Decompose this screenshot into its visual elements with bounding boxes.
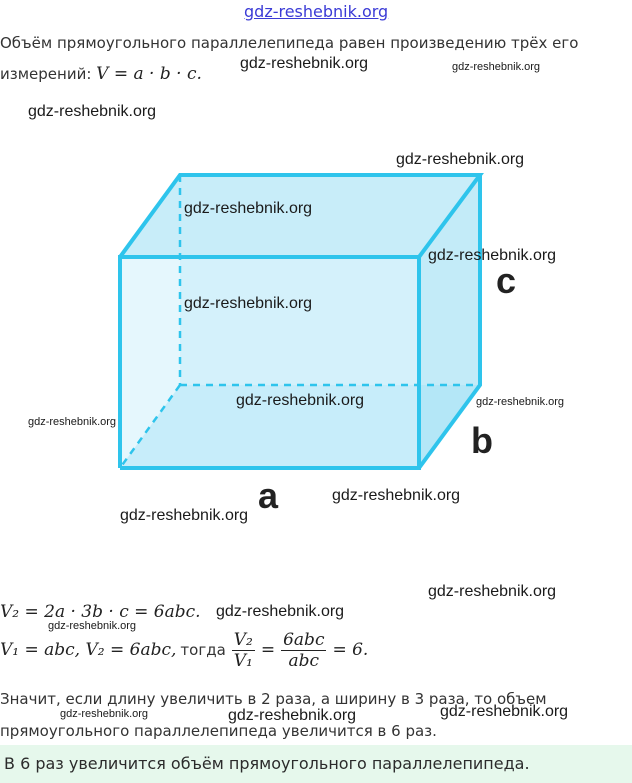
conclusion-line-2: прямоугольного параллелепипеда увеличится в 6 раз. [0, 722, 437, 740]
equals-sign: = [260, 640, 276, 660]
answer-text: В 6 раз увеличится объём прямоугольного параллелепипеда. [4, 754, 530, 773]
watermark: gdz-reshebnik.org [396, 151, 525, 168]
watermark: gdz-reshebnik.org [28, 416, 117, 428]
edge-label-a: a [258, 475, 279, 516]
solution-volumes: V₁ = abc, V₂ = 6abc, [0, 640, 177, 660]
fraction-v2-v1 [232, 630, 255, 671]
watermark: gdz-reshebnik.org [60, 708, 149, 720]
fraction-6abc-numerator: 6abc [283, 629, 325, 650]
solution-word-then: тогда [180, 641, 226, 659]
watermark: gdz-reshebnik.org [216, 603, 345, 620]
fraction-6abc-abc [281, 630, 326, 671]
fraction-v2-v1-numerator: V₂ [233, 629, 253, 650]
fraction-abc-denominator: abc [288, 650, 320, 671]
watermark: gdz-reshebnik.org [228, 707, 357, 724]
box-front-face [120, 257, 419, 468]
solution-line-2 [0, 626, 368, 674]
solution-line-1: V₂ = 2a · 3b · c = 6abc. [0, 602, 201, 622]
watermark-top[interactable]: gdz-reshebnik.org [244, 2, 389, 21]
intro-line-1: Объём прямоугольного параллелепипеда равен произведению трёх его [0, 34, 579, 52]
watermark: gdz-reshebnik.org [28, 103, 157, 120]
solution-result: = 6. [332, 640, 369, 660]
intro-prefix: измерений: [0, 65, 92, 83]
answer-box [0, 745, 632, 783]
watermark: gdz-reshebnik.org [240, 55, 369, 72]
watermark: gdz-reshebnik.org [184, 295, 313, 312]
watermark: gdz-reshebnik.org [48, 620, 137, 632]
watermark: gdz-reshebnik.org [428, 583, 557, 600]
watermark: gdz-reshebnik.org [184, 200, 313, 217]
watermark: gdz-reshebnik.org [476, 396, 565, 408]
watermark: gdz-reshebnik.org [120, 507, 249, 524]
watermark: gdz-reshebnik.org [452, 61, 541, 73]
watermark: gdz-reshebnik.org [332, 487, 461, 504]
watermark: gdz-reshebnik.org [428, 247, 557, 264]
volume-formula: V = a · b · c. [96, 64, 202, 84]
watermark: gdz-reshebnik.org [440, 703, 569, 720]
edge-label-b: b [471, 420, 493, 461]
watermark: gdz-reshebnik.org [236, 392, 365, 409]
conclusion-line-1: Значит, если длину увеличить в 2 раза, а ширину в 3 раза, то объем [0, 690, 547, 708]
fraction-v2-v1-denominator: V₁ [233, 650, 253, 671]
edge-label-c: c [496, 260, 517, 301]
